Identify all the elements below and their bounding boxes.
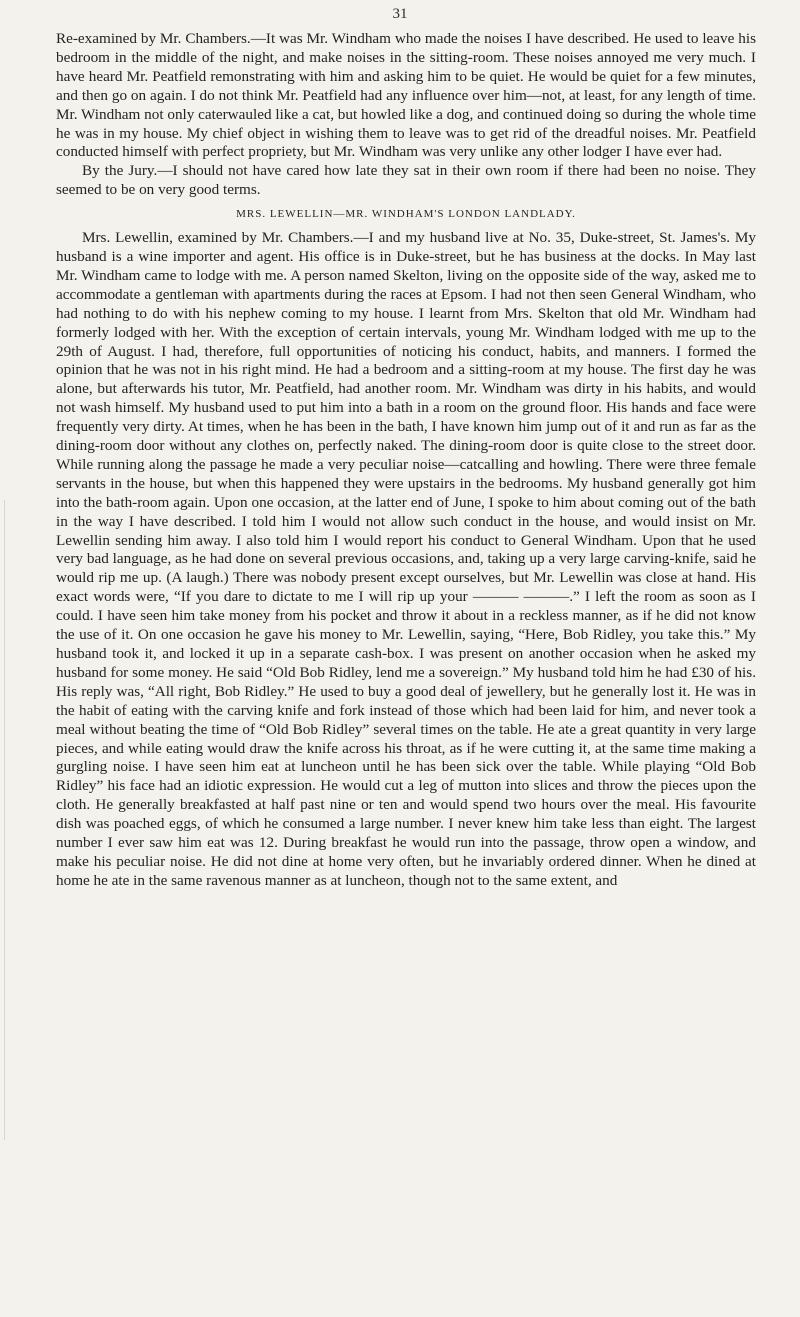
paragraph-re-examination: Re-examined by Mr. Chambers.—It was Mr. Windham who made the noises I have described. He used to leave his bedroom in the middle of the night, and make noises in the sitting-room. These noises annoyed me very much. I have heard Mr. Peatfield remonstrating with him and asking him to be quiet. He would be quiet for a few minutes, and then go on again. I do not think Mr. Peatfield had any influence over him—not, at least, for any length of time. Mr. Windham not only caterwauled like a cat, but howled like a dog, and continued doing so during the whole time he was in my house. My chief object in wishing them to leave was to get rid of the dreadful noises. Mr. Peatfield conducted himself with perfect propriety, but Mr. Windham was very unlike any other lodger I have ever had. bbox=[56, 30, 756, 161]
page-edge-shadow bbox=[4, 500, 5, 1140]
page-number: 31 bbox=[392, 6, 408, 22]
paragraph-lewellin-testimony: Mrs. Lewellin, examined by Mr. Chambers.—I and my husband live at No. 35, Duke-street, St. James's. My husband is a wine importer and agent. His office is in Duke-street, but he has business at the docks. In May last Mr. Windham came to lodge with me. A person named Skelton, living on the opposite side of the way, asked me to accommodate a gentleman with apartments during the races at Epsom. I had not then seen General Windham, who had nothing to do with his nephew coming to my house. I learnt from Mrs. Skelton that old Mr. Windham had formerly lodged with her. With the exception of certain intervals, young Mr. Windham lodged with me up to the 29th of August. I had, therefore, full opportunities of noticing his conduct, habits, and manners. I formed the opinion that he was not in his right mind. He had a bedroom and a sitting-room at my house. The first day he was alone, but afterwards his tutor, Mr. Peatfield, had another room. Mr. Windham was dirty in his habits, and would not wash himself. My husband used to put him into a bath in a room on the ground floor. His hands and face were frequently very dirty. At times, when he has been in the bath, I have known him jump out of it and run as far as the dining-room door without any clothes on, perfectly naked. The dining-room door is quite close to the street door. While running along the passage he made a very peculiar noise—catcalling and howling. There were three female servants in the house, but when this happened they were upstairs in the bedrooms. My husband generally got him into the bath-room again. Upon one occasion, at the latter end of June, I spoke to him about coming out of the bath in the way I have described. I told him I would not allow such conduct in the house, and would insist on Mr. Lewellin sending him away. I also told him I would report his conduct to General Windham. Upon that he used very bad language, as he had done on several previous occasions, and, taking up a very large carving-knife, said he would rip me up. (A laugh.) There was nobody present except ourselves, but Mr. Lewellin was close at hand. His exact words were, “If you dare to dictate to me I will rip up your ——— ———.” I left the room as soon as I could. I have seen him take money from his pocket and throw it about in a reckless manner, as if he did not know the use of it. On one occasion he gave his money to Mr. Lewellin, saying, “Here, Bob Ridley, you take this.” My husband took it, and locked it up in a separate cash-box. I was present on another occasion when he asked my husband for some money. He said “Old Bob Ridley, lend me a sovereign.” My husband told him he had £30 of his. His reply was, “All right, Bob Ridley.” He used to buy a good deal of jewellery, but he generally lost it. He was in the habit of eating with the carving knife and fork instead of those which had been laid for him, and never took a meal without beating the time of “Old Bob Ridley” several times on the table. He ate a great quantity in very large pieces, and while eating would draw the knife across his throat, as if he were cutting it, at the same time making a gurgling noise. I have seen him eat at luncheon until he has been sick over the table. While playing “Old Bob Ridley” his face had an idiotic expression. He would cut a leg of mutton into slices and throw the pieces upon the cloth. He generally breakfasted at half past nine or ten and would spend two hours over the meal. His favourite dish was poached eggs, of which he consumed a large number. I never knew him take less than eight. The largest number I ever saw him eat was 12. During breakfast he would run into the passage, throw open a window, and make his peculiar noise. He did not dine at home very often, but he invariably ordered dinner. When he dined at home he ate in the same ravenous manner as at luncheon, though not to the same extent, and bbox=[56, 229, 756, 889]
body-text bbox=[56, 30, 756, 891]
paragraph-jury: By the Jury.—I should not have cared how late they sat in their own room if there had been no noise. They seemed to be on very good terms. bbox=[56, 162, 756, 199]
section-heading: MRS. LEWELLIN—MR. WINDHAM'S LONDON LANDLADY. bbox=[236, 208, 576, 221]
